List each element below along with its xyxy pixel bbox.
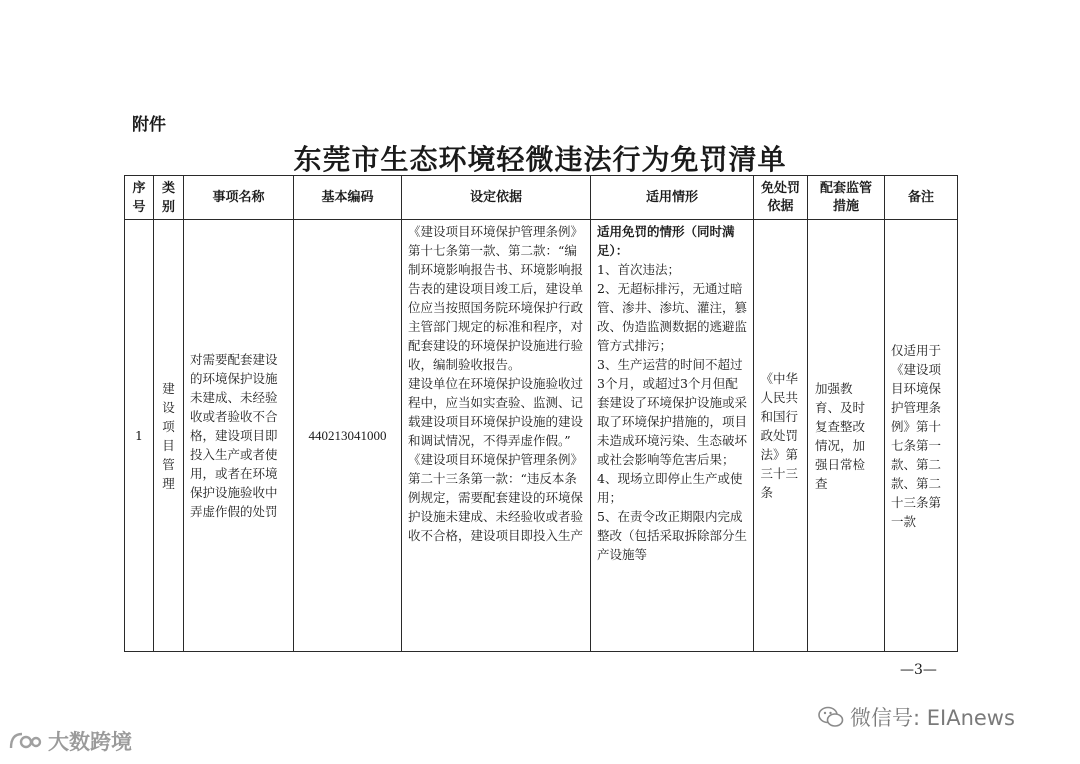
header-item-name: 事项名称	[184, 176, 294, 220]
header-code: 基本编码	[294, 176, 402, 220]
brand-logo-icon	[8, 730, 42, 752]
wechat-icon	[818, 706, 844, 728]
cell-basis: 《建设项目环境保护管理条例》第十七条第一款、第二款：“编制环境影响报告书、环境影响报告表的建设项目竣工后，建设单位应当按照国务院环境保护行政主管部门规定的标准和程序，对配套建设的环境保护设施进行验收，编制验收报告。 建设单位在环境保护设施验收过程中，应当如实查验、监测、记载建设项目环境保护设施的建设和调试情况，不得弄虚作假。” 《建设项目环境保护管理条例》第二十三条第一款：“违反本条例规定，需要配套建设的环境保护设施未建成、未经验收或者验收不合格，建设项目即投入生产	[402, 220, 591, 652]
header-basis: 设定依据	[402, 176, 591, 220]
table-row	[125, 220, 958, 652]
cell-category: 建设项目管理	[154, 220, 184, 652]
cell-situation	[591, 220, 754, 652]
cell-remarks: 仅适用于《建设项目环境保护管理条例》第十七条第一款、第二款、第二十三条第一款	[885, 220, 958, 652]
brand-watermark-text: 大数跨境	[48, 730, 132, 754]
cell-code: 440213041000	[294, 220, 402, 652]
header-category: 类别	[154, 176, 184, 220]
header-exemption-basis: 免处罚依据	[754, 176, 808, 220]
wechat-watermark	[818, 702, 1015, 732]
page-number: —3—	[900, 662, 937, 678]
header-remarks: 备注	[885, 176, 958, 220]
header-seq: 序号	[125, 176, 154, 220]
brand-watermark	[8, 726, 132, 756]
situation-heading: 适用免罚的情形（同时满足）：	[597, 224, 735, 258]
exemption-list-table	[124, 175, 958, 652]
document-title: 东莞市生态环境轻微违法行为免罚清单	[293, 143, 787, 176]
table-header-row	[125, 176, 958, 220]
cell-exemption-basis: 《中华人民共和国行政处罚法》第三十三条	[754, 220, 808, 652]
header-situation: 适用情形	[591, 176, 754, 220]
header-measures: 配套监管措施	[808, 176, 885, 220]
wechat-id-text: 微信号: EIAnews	[850, 706, 1015, 730]
cell-seq: 1	[125, 220, 154, 652]
cell-measures: 加强教育、及时复查整改情况，加强日常检查	[808, 220, 885, 652]
cell-item-name: 对需要配套建设的环境保护设施未建成、未经验收或者验收不合格，建设项目即投入生产或者使用，或者在环境保护设施验收中弄虚作假的处罚	[184, 220, 294, 652]
situation-body: 1、首次违法； 2、无超标排污，无通过暗管、渗井、渗坑、灌注，篡改、伪造监测数据的逃避监管方式排污； 3、生产运营的时间不超过3个月，或超过3个月但配套建设了环境保护设施或采取了环境保护措施的，项目未造成环境污染、生态破坏或社会影响等危害后果； 4、现场立即停止生产或使用； 5、在责令改正期限内完成整改（包括采取拆除部分生产设施等	[597, 262, 748, 562]
attachment-label: 附件	[132, 115, 166, 135]
